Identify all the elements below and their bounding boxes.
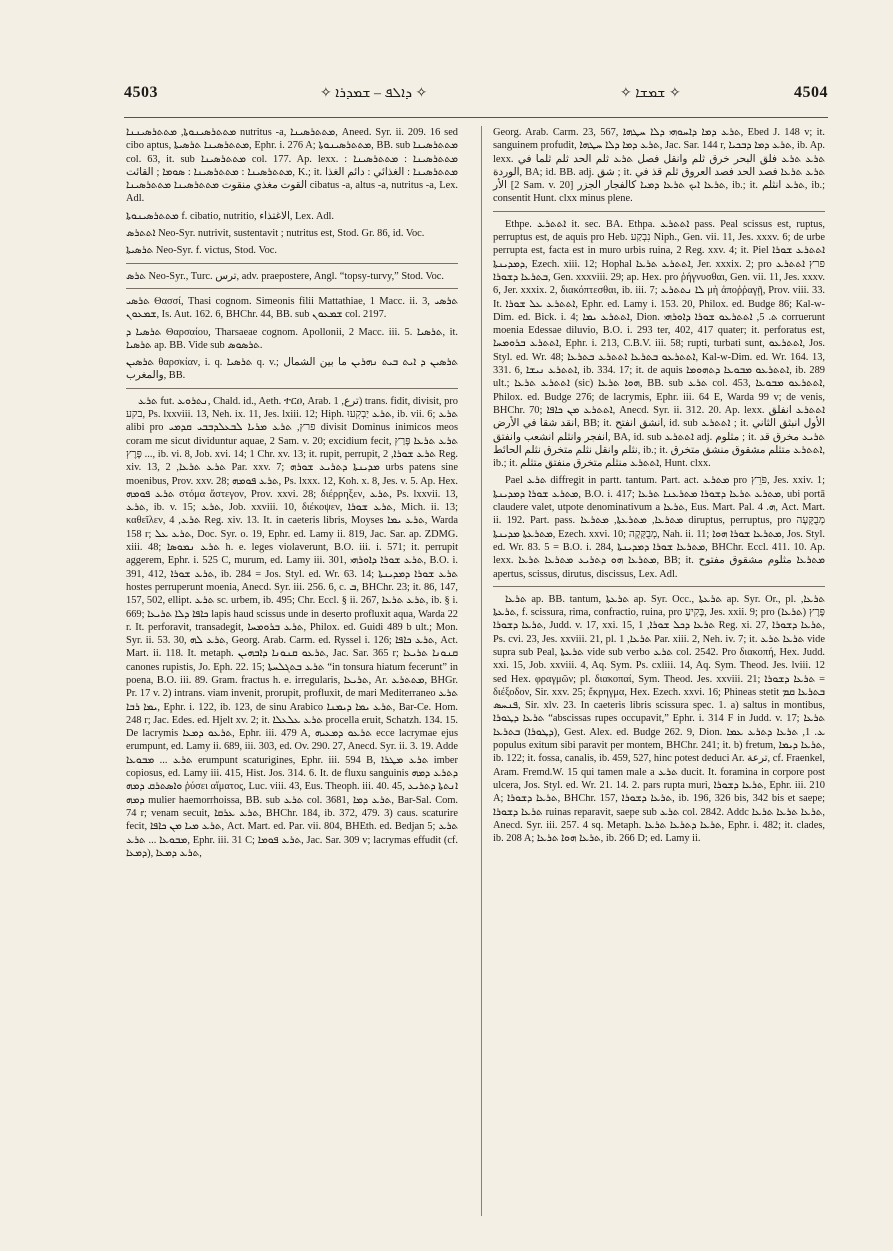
dictionary-entry: ܡܬܬܪܣܝܢܘܬܐ, ܡܬܬܪܣܝܢܢܐ nutritus -a, ܡܬܬܪܣܝܢܐ, Aneed. Syr. ii. 209. 16 sed cibo aptus, ܡܬܬܪܣܝܢܐ ܬܪܣܝܬܐ, Ephr. i. 276 A; ܡܬܬܪܣܝܢܘܬܐ, BB. sub ܡܬܬܪܣܝܢܐ col. 63, it. sub ܡܬܬܪܣܝܢܐ col. 177. Ap. lexx. ܡܬܬܪܣܝܢܐ : ܡܬܬܪܣܝܢܐ : ܡܬܬܪܣܝܢܐ : ܡܬܬܪܣܝܢܐ : ܣܘܡܐ ; القائت, K.; it. ܡܬܬܪܣܝܢܐ : الغذائي : دائم الغذا القوت مغذي منقوت ܡܬܬܪܣܝܢܐ ܡܬܬܪܣܝܢܐ cibatus -a, altus -a, nutritus -a, Lex. Adl.	[126, 127, 458, 205]
dictionary-entry: ܐܬܬܪܣ Neo-Syr. nutrivit, sustentavit ; nutritus est, Stod. Gr. 86, id. Voc.	[126, 228, 425, 240]
dictionary-entry: ܬܪܣܝܢ θαρσκίαν, i. q. ܬܪܣܝܐ q. v.; ܬܪܣܝܢ ܕ ܐܝܬ ܒܝܬ ܢܗܪܝܢ ما بين الشمال والمغرب, BB.	[126, 357, 459, 382]
dictionary-entry: ܬܪܥܐ ap. BB. tantum, ܬܪܥܬܐ ap. Syr. Occ., ܬܪܥܬܐ ap. Syr. Or., pl. ܬܪܥܐ, ܬܪܥܬܐ, f. scissura, rima, confractio, ruina, pro בָּקִיעַ, Jes. xxii. 9; pro פֶּרֶץ (ܬܪܥܐ) ܬܪܥܐ ܕܫܘܪܐ, Judd. v. 17, xxi. 15, ܬܪܥܐ ܕܟܠ ܫܘܪܐ, 1 Reg. xi. 27, ܬܪܥܐ ܕܫܘܪܐ, Ps. cvi. 23, Jes. xxviii. 21, pl. ܬܪܥܐ, 1 Par. xiii. 2, Neh. iv. 7; it. ܬܪܥܐ ܬܪܥ vide supra sub Peal, ܬܪܥܬܐ vide sub verbo ܬܪܥ col. 2542. Pro διακοπή, Hex. Judd. xxi. 15, Job. xxviii. 4, Aq. Sym. Ps. cxliii. 14, Aq. Sym. Theod. Jes. lviii. 12 sed Hex. φραγμῶν; pl. διακοπαί, Sym. Theod. Jes. xxviii. 21; ܬܪܥܐ ܕܫܘܪܐ = διέξοδον, Sir. xxv. 25; ἔκρηγμα, Hex. Ezech. xxvi. 16; Phineas stetit ܒܬܪܥܐ ܩܡ ܦܢܚܣ, Sir. xlv. 23. In caeteris libris scissura spec. 1. a) saltus in montibus, ܬܪܥܐ ܕܛܘܪܐ “abscissas rupes occupavit,” Ephr. i. 314 F in Judd. v. 17; ܬܪܥܐ (ܕܛܘܪܐ) ܒܬܪܥܐ, Gest. Alex. ed. Budge 262. 9, Dion. ܥ. 1, ܬܪܥܐ ܕܬܪܥ ܥܡܐ populus exitum sibi paravit per montem, BHChr. 241; it. b) fretum, ܬܪܥܐ ܕܝܡܐ, ib. 122; it. fossa, canalis, ib. 459, 527, hinc potest deduci Ar. ترعة, cf. Fraenkel, Aram. Fremd.W. 15 qui tamen male a ܬܪܥ ducit. It. foramina in corpore post ulcera, Jos. Styl. ed. Wr. 21. 14. 2. pars rupta muri, ܬܪܥܐ ܕܫܘܪܐ, Ephr. iii. 210 A; ܬܪܥܐ ܕܫܘܪܐ, BHChr. 157, ܬܪܥܐ ܕܫܘܪܐ, ib. 196, 326 bis, 342 bis et saepe; ܬܪܥܐ ܕܫܘܪܐ ruinas reparavit, saepe sub ܬܪܥ col. 2842. Addc ܬܪܥܐ ܬܪܥܐ ܬܪܥܐ, Anecd. Syr. iii. 257. 4 sq. Metaph. ܬܪܥܐ ܕܬܪܥܐ ܬܪܥܐ, Ephr. i. 482; it. clades, ib. 208 A; ܬܪܥܐ ܗܘܐ ܬܪܥܐ, ib. 266 D; ed. Lamy ii.	[493, 593, 826, 845]
right-column	[493, 126, 825, 849]
dictionary-entry: ܡܬܬܪܣܝܢܘܬܐ f. cibatio, nutritio, الاغتذاء, Lex. Adl.	[126, 210, 335, 222]
dictionary-entry: ܬܪܥ fut. ܢܬܪܘܥ, Chald. id., Aeth. ተርዐ, Arab. ترع, 1) trans. fidit, divisit, pro בקע, Ps. lxxviii. 13, Neh. ix. 11, Jes. lxiii. 12; Hiph. ܬܪܥ יַבְקִעוּ, ib. vii. 6; ܬܪܥ alibi pro פרץ, ܬܪܥ ܡܪܝܐ ܠܒܥܠܕܒܒܝ ܩܕܡܝ divisit Dominus inimicos meos coram me sicut dividuntur aquae, 2 Sam. v. 20; excidium fecit, ܬܪܥ ܬܪܥܐ פָּרַץ ... פֶּרֶץ, ib. vi. 8, Job. xvi. 14; 1 Chr. xv. 13; it. rupit, perrupit, ܬܪܥ ܫܘܪܐ, 2 Reg. xiv. 13, ܬܪܥ ܬܪܥܐ, 2 Par. xxv. 7; ܡܕܝܢܬܐ ܕܬܪܝܥ ܫܘܪܗ urbs patens sine moenibus, Prov. xxv. 28; ܬܪܥ ܦܘܡܗ, Ps. lxxx. 12, Koh. x. 8, Jes. v. 5. Ap. Hex. ܬܪܥ ܦܘܡܗ στόμα ἄστεγον, Prov. xxvi. 28; διέρρηξεν, ܬܪܥ, Ps. lxxvii. 13, ܬܪܥ, ib. v. 15; ܬܪܥ, Job. xxviii. 10, διέκοψεν, ܬܪܥ ܫܘܪܐ, Mich. ii. 13; καθεῖλεν, ܬܪܥ, 4 Reg. xiv. 13. It. in caeteris libris, Moyses ܬܪܥ ܝܡܐ, Warda 158 r; ܬܪܥ ܥܠ, Doc. Syr. o. 19, Ephr. ed. Lamy ii. 819, Jac. Sar. ap. ZDMG. xiii. 48; ܬܪܥ ܢܡܘܣܐ h. e. leges violaverunt, B.O. iii. i. 571; it. perrupit aggerem, Ephr. i. 525 C, murum, ed. Lamy iii. 301, ܬܪܥ ܫܘܪܐ ܕܐܘܪܗܝ, B.O. i. 391, 412, ܬܪܥ ܫܘܪܐ, ib. 284 = Jos. Styl. ed. Wr. 63. 14; ܬܪܥ ܫܘܪܐ ܕܡܕܝܢܬܐ hostes perruperunt moenia, Anecd. Syr. iii. 256. 6, c. ܒ, BHChr. 23; it. 86, 147, 157, 502, ellipt. ܬܪܥ sc. urbem, ib. 495; Chr. Eccl. § ii. 267, ܬܪܥ ܬܪܥܐ, ib. § i. 669; ܟܐܦܐ ܕܠܐ ܬܪܝܥܐ lapis haud scissus unde in deserto profluxit aqua, Warda 22 r. It. perforavit, transadegit, ܬܪܥ ܒܪܘܡܚܐ, Philox. ed. Guidi 489 b ult.; Mon. Syr. ii. 53. 30, ܬܪܥ ܠܗ, Georg. Arab. Carm. ed. Ryssel i. 126; ܬܪܥ ܟܐܦܐ, Act. Mart. ii. 118. It. metaph. ܬܪܥܘ ܩܢܘܢܐ ܕܐܒܗܝܢ, Jac. Sar. 365 r; ܩܢܘܢܐ ܬܪܝܥܐ canones rupistis, Jo. Eph. 22. 15; ܬܪܥ ܒܬܓܠܚܬܐ “in tonsura hiatum fecerunt” in poena, B.O. iii. 89. Gram. fractus h. e. irregularis, ܬܪܝܥܐ, Ar. ܡܬܬܪܥ, BHGr. Pr. 17 v. 2) intrans. viam invenit, prorupit, profluxit, de mari Mediterraneo ܬܪܥ ܝܡܐ ܪܒܐ, Ephr. i. 122, ib. 123, de sinu Arabico ܬܪܥ ܝܡܐ ܕܝܡܢܐ, Bar-Ce. Hom. 248 r; Jac. Edes. ed. Hjelt xv. 2; it. ܬܪܥ ܥܠܥܠܐ procella eruit, Schatzh. 134. 15. De lacrymis ܬܪܥܘ ܕܡܥܐ, Ephr. iii. 479 A, ܬܪܥܘ ܕܡܥܝܗ ecce lacrymae ejus erumpunt, ed. Lamy ii. 689, iii. 303, ed. Ov. 290. 27, Anecd. Syr. ii. 3. 19. Adde ܬܪܥ ... ܡܒܘܥܐ erumpunt scaturigines, Ephr. iii. 594 B, ܬܪܥ ܡܛܪܐ imber copiosus, ed. Lamy iii. 415, Hist. Jos. 314. 6. It. de fluxu sanguinis ܕܬܪܥ ܕܡܗ ܘܐܣܬܪܩ ܕܡܗ ῥύσει αἵματος, Luc. viii. 43, Eus. Theoph. iii. 40. 45, ܐܢܬܬܐ ܕܬܪܝܥ ܕܡܗ mulier haemorrhoissa, BB. sub ܬܪܥ col. 3681, ܬܪܥ ܕܡܐ, Bar-Sal. Com. 74 r; venam secuit, ܬܪܥ ܥܪܩܐ, BHChr. 184, ib. 372, 479. 3) caus. scaturire fecit, ܬܪܥ ܡܝܐ ܡܢ ܟܐܦܐ, Act. Mart. ed. Par. vii. 804, BHEth. ed. Bedjan 5; ܬܪܥ ܡܒܘܥܐ ... ܬܪܥ, Ephr. iii. 31 C; ܬܪܥ ܦܘܡܐ, Jac. Sar. 309 v; lacrymas effudit (cf. ܕܡܥܐ), ܬܪܥ ܕܡܥܐ,	[126, 395, 459, 859]
dictionary-entry: ܬܪܣ Neo-Syr., Turc. ترس, adv. praepostere, Angl. “topsy-turvy,” Stod. Voc.	[126, 270, 445, 282]
entry-separator	[493, 211, 825, 212]
entry-separator	[126, 288, 458, 289]
dictionary-entry: Ethpe. ܐܬܬܪܥ it. sec. BA. Ethpa. ܐܬܬܪܥ pass. Peal scissus est, ruptus, perruptus est, de aquis pro Heb. נִבְקַע Niph., Gen. vii. 11, Jes. xxxv. 6; de urbe perrupta est, facta est in muro urbis ruina, 2 Reg. xxv. 4; it. Piel ܐܬܬܪܥ ܫܘܪܐ ܕܡܕܝܢܬܐ, Ezech. xiii. 12; Hophal ܐܬܬܪܥ ܬܪܥܐ, Jer. xxxix. 2; pro פרץ ܐܬܬܪܥ ܒܬܪܥܐ ܕܫܘܪܐ, Gen. xxxviii. 29; ap. Hex. pro ῥήγνυσθαι, Gen. vii. 11, Jes. xxxv. 6, Jer. xxxix. 2, διακόπτεσθαι, ib. iii. 7; ܠܐ ܢܬܬܪܥ μὴ ἀποῤῥαγῇ, Prov. viii. 33. It. ܐܬܬܪܥ ܥܠ ܫܘܪܐ, Ephr. ed. Lamy i. 153. 20, Philox. ed. Budge 86; Kal-w-Dim. ed. Bick. i. 4; ܐܬܬܪܥ ܝܡܐ, Dion. ܬ. 5, ܐܬܬܪܥܘ ܫܘܪܐ ܕܐܘܪܗܝ corruerunt moenia Edessae diluvio, B.O. i. 293 ter, 402, 417 quater; it. perforatus est, ܐܬܬܪܥ ܒܪܘܡܚܐ, Ephr. i. 213, C.B.V. iii. 58; rupti, turbati sunt, ܐܬܬܪܥܘ, Jos. Styl. ed. Wr. 48; ܐܬܬܪܥܘ ܒܬܪܥܐ ܐܬܬܪܥ ܒܬܪܥܐ, Kal-w-Dim. ed. Wr. 164. 13, 331. 6, ܐܬܬܪܥ ܢܝܫܐ, ib. 334. 17; it. de aquis ܐܬܬܪܥܘ ܡܒܘܥܐ ܕܬܗܘܡܐ, ib. 289 ult.; ܐܬܬܪܥ ܬܪܥܐ (sic) ܗܘܐ ܬܪܥܐ, BB. sub ܬܪܥ col. 453, ܐܬܬܪܥܘ ܡܒܘܥܐ, Philox. ed. Budge 276; de lacrymis, Ephr. iii. 64 E, Warda 99 v; de venis, BHChr. 70; ܐܬܬܪܥ ܡܢ ܟܐܦܐ, Anecd. Syr. ii. 312. 20. Ap. lexx. ܐܬܬܪܥ انفلق انقد شقا في الأرض, BB; it. انشق انفتح, id. sub ܐܬܬܪܥ ; it. الأول انبثق الثاني انفجر وانثلم انشعب وانفتق, BA, id. sub ܐܬܬܪܥ adj. مثلوم ; it. ܬܪܝܥ مخرق قد نثلم وانقل نثلم متخرق نثلم الحائط, ib.; it. ܐܬܬܪܥ متثلم مشقوق منشق متخرق, ib.; it. ܐܬܬܪܥ منثلم متخرق منفتق متثلم, Hunt. clxx.	[493, 218, 826, 470]
dictionary-entry: Pael ܬܪܥ diffregit in partt. tantum. Part. act. ܡܬܪܥ pro פֹּרֵץ, Jes. xxiv. 1; ܡܬܪܥ ܫܘܪܐ ܕܡܕܝܢܬܐ, B.O. i. 417; ܡܬܪܥ ܬܪܥܐ ܕܫܘܪܐ ܡܬܪܥܢܐ ܬܪܥܐ, ubi portā claudere valet, utpote denominativum a ܬܪܥܐ, Eus. Mart. Pal. ܗ. 4, Act. Mart. ii. 192. Part. pass. ܡܬܪܥܐ, ܡܬܪܥܬܐ, ܡܬܪܥܐ diruptus, perruptus, pro מְבֻקָּעָה ܡܬܪܥܬܐ ܡܕܝܢܬܐ, Ezech. xxvi. 10; מְבֻקָּקָה, Nah. ii. 11; ܡܬܪܥܐ ܫܘܪܐ ܗܘܐ, Jos. Styl. ed. Wr. 83. 5 = B.O. i. 284, ܡܬܪܥܐ ܫܘܪܐ ܕܡܕܝܢܬܐ, BHChr. Eccl. 411. 10. Ap. lexx. ܡܬܪܥܐ ܗܘ ܕܬܪܝܥ ܡܬܪܥܐ ܬܪܥܐ, BB; it. ܡܬܪܥܐ مثلوم مشقوق مفتوح apertus, scissus, dirutus, discissus, Lex. Adl.	[493, 475, 826, 580]
column-divider	[481, 126, 482, 1216]
dictionary-entry: Georg. Arab. Carm. 23, 567, ܬܪܥ ܕܡܐ ܕܐܚܘܗܝ ܕܠܐ ܚܛܗܐ, Ebed J. 148 v; it. sanguinem profudit, ܬܪܥ ܕܡܐ ܕܠܐ ܚܛܗܐ, Jac. Sar. 144 r, ܬܪܥ ܕܡܐ ܕܒܟܝܐ, ib. Ap. lexx. ܬܪܥ ܬܪܥ فلق البحر خرق ثلم وانقل فصل ܬܪܥ ثلم الحد ثلم ثلما في الوردة, BA; id. BB. adj. شق ; it. ܬܪܥ ܬܪܥܐ فصد الحد فصد العروق ثلم قذ في الأر [2 Sam. v. 20] ܬܪܥܐ ܐܝܟ ܬܪܥܐ ܕܡܝܐ كالفجار الجزر, ib.; it. ܬܪܥ انثلم, ib.; consentit Hunt. clxx minus plene.	[493, 127, 826, 205]
left-column	[126, 126, 458, 864]
entry-separator	[126, 263, 458, 264]
page-number-left: 4503	[124, 84, 158, 101]
dictionary-entry: ܬܪܣܝܬܐ Neo-Syr. f. victus, Stod. Voc.	[126, 245, 278, 257]
entry-separator	[126, 388, 458, 389]
page-header	[124, 84, 828, 108]
running-head-left: ✧ ܕܐܠܦ – ܫܡܕܪܐ ✧	[320, 86, 428, 101]
dictionary-entry: ܬܪܣܝܐ ܕ Θαρσαίου, Tharsaeae cognom. Apollonii, 2 Macc. iii. 5. ܬܪܣܝܐ, it. ܬܪܣܝܐ ap. BB. Vide sub ܬܪܣܘܣ.	[126, 326, 458, 351]
dictionary-entry: ܬܪܣܝ Θασσί, Thasi cognom. Simeonis filii Mattathiae, 1 Macc. ii. 3, ܬܪܣܝ ܫܡܥܘܢ, Is. Aut. 162. 6, BHChr. 44, BB. sub ܫܡܥܘܢ col. 2197.	[126, 295, 458, 321]
running-head-right: ✧ ܫܡܫܐ ✧	[620, 86, 681, 101]
entry-separator	[493, 586, 825, 587]
header-rule	[124, 117, 828, 118]
page-number-right: 4504	[794, 84, 828, 101]
